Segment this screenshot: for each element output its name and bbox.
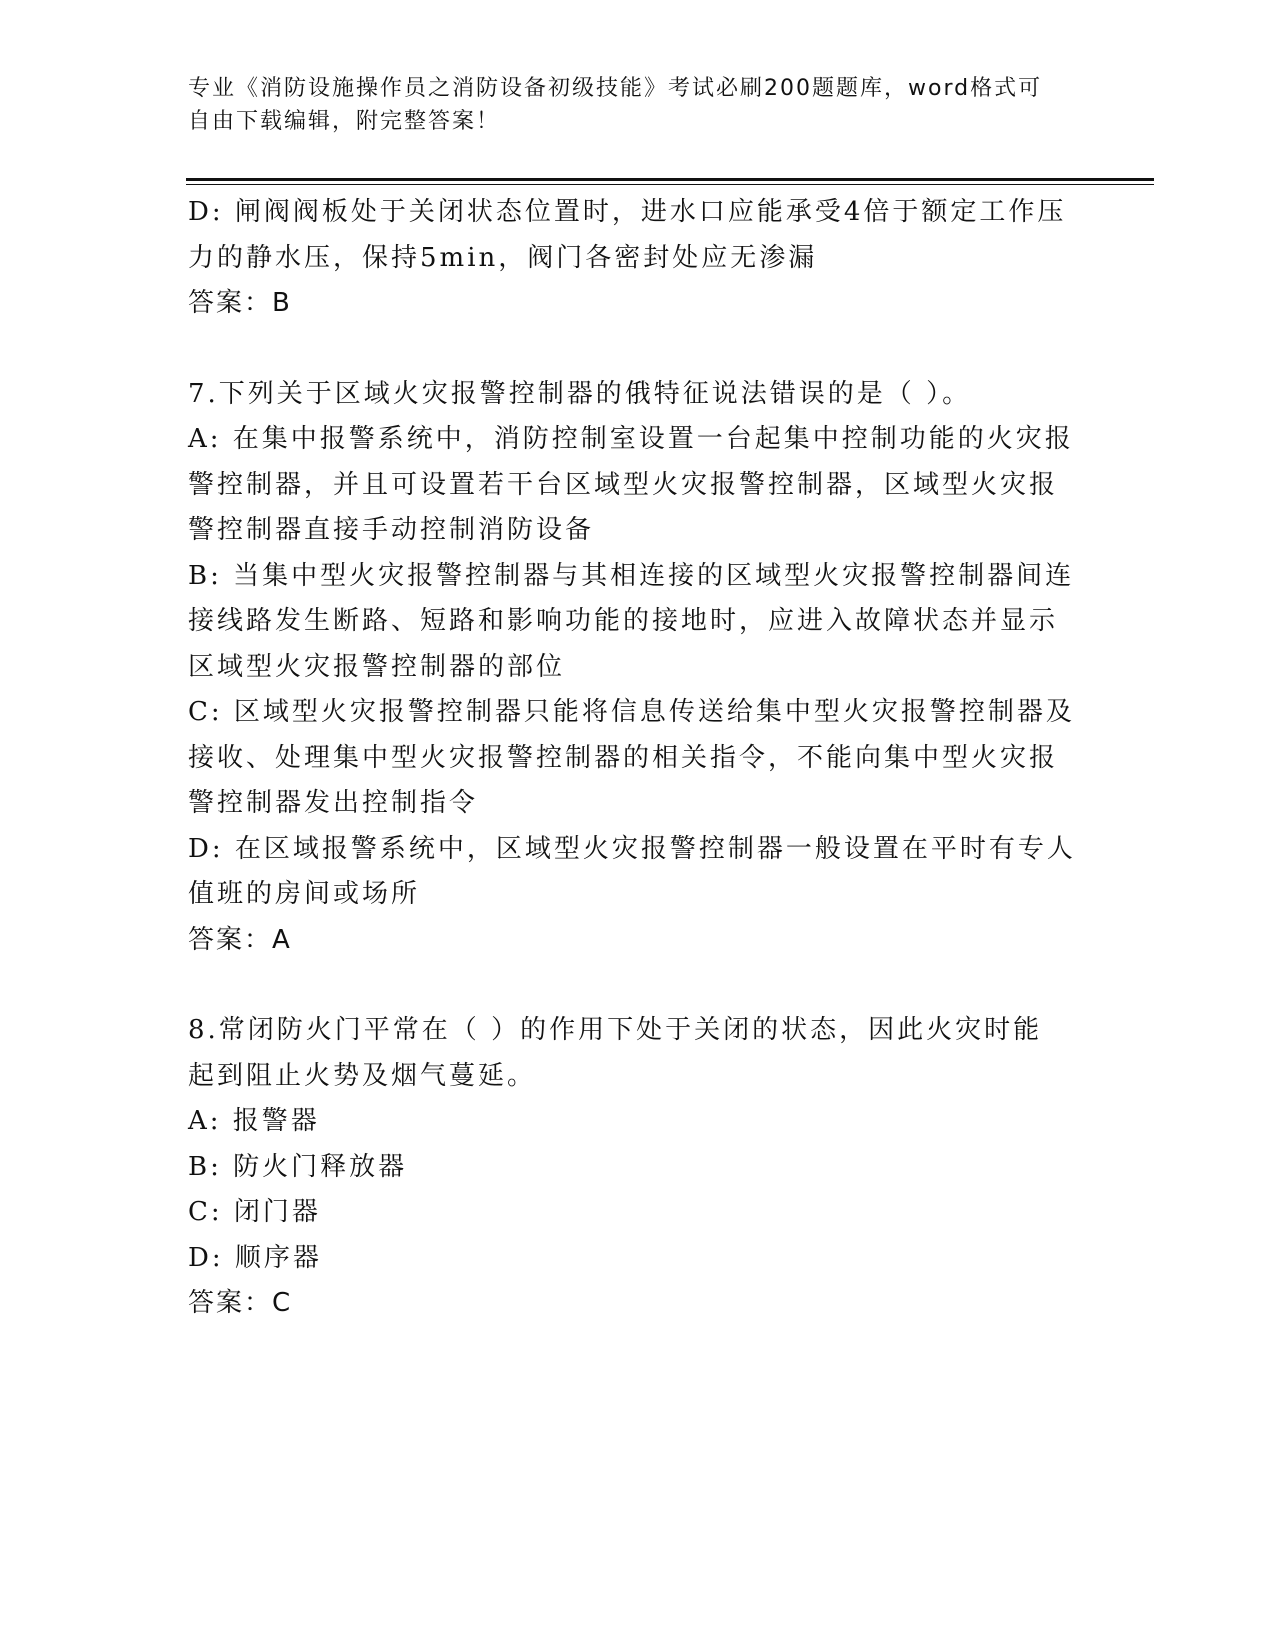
spacer bbox=[188, 327, 1088, 372]
spacer bbox=[188, 963, 1088, 1008]
header-divider-thin bbox=[186, 184, 1154, 185]
document-body bbox=[188, 190, 1088, 1327]
q7-option-b-line-1: B: 当集中型火灾报警控制器与其相连接的区域型火灾报警控制器间连 bbox=[188, 560, 1075, 591]
q7-option-a-line-3: 警控制器直接手动控制消防设备 bbox=[188, 515, 595, 545]
q7-option-c-line-1: C: 区域型火灾报警控制器只能将信息传送给集中型火灾报警控制器及 bbox=[188, 697, 1075, 727]
page-header bbox=[188, 72, 1068, 138]
q6-option-d-line-1: D: 闸阀阀板处于关闭状态位置时，进水口应能承受4倍于额定工作压 bbox=[188, 197, 1067, 227]
q7-option-a-line-1: A: 在集中报警系统中，消防控制室设置一台起集中控制功能的火灾报 bbox=[188, 424, 1074, 454]
q7-option-b-line-3: 区域型火灾报警控制器的部位 bbox=[188, 651, 566, 682]
q7-option-c-line-2: 接收、处理集中型火灾报警控制器的相关指令，不能向集中型火灾报 bbox=[188, 742, 1059, 773]
q8-answer: 答案：C bbox=[188, 1288, 293, 1318]
header-title-line-2: 自由下载编辑，附完整答案！ bbox=[188, 109, 501, 134]
q7-option-b-line-2: 接线路发生断路、短路和影响功能的接地时，应进入故障状态并显示 bbox=[188, 606, 1059, 636]
q8-option-b: B: 防火门释放器 bbox=[188, 1151, 408, 1182]
header-title-line-1: 专业《消防设施操作员之消防设备初级技能》考试必刷200题题库，word格式可 bbox=[188, 76, 1043, 101]
q8-option-c: C: 闭门器 bbox=[188, 1197, 321, 1227]
q6-option-d-line-2: 力的静水压，保持5min，阀门各密封处应无渗漏 bbox=[188, 242, 818, 273]
q8-stem-line-2: 起到阻止火势及烟气蔓延。 bbox=[188, 1060, 537, 1091]
q8-option-d: D: 顺序器 bbox=[188, 1242, 322, 1273]
q7-option-d-line-2: 值班的房间或场所 bbox=[188, 879, 421, 909]
q7-stem: 7.下列关于区域火灾报警控制器的俄特征说法错误的是（ ）。 bbox=[188, 378, 972, 409]
q7-option-c-line-3: 警控制器发出控制指令 bbox=[188, 788, 479, 818]
q7-option-a-line-2: 警控制器，并且可设置若干台区域型火灾报警控制器，区域型火灾报 bbox=[188, 469, 1059, 500]
q8-option-a: A: 报警器 bbox=[188, 1106, 320, 1136]
header-divider-thick bbox=[186, 178, 1154, 181]
q7-option-d-line-1: D: 在区域报警系统中，区域型火灾报警控制器一般设置在平时有专人 bbox=[188, 833, 1076, 864]
question-8 bbox=[188, 1008, 1088, 1327]
question-7 bbox=[188, 372, 1088, 964]
q7-answer: 答案：A bbox=[188, 924, 292, 955]
q8-stem-line-1: 8.常闭防火门平常在（ ）的作用下处于关闭的状态，因此火灾时能 bbox=[188, 1015, 1043, 1045]
q6-answer: 答案：B bbox=[188, 288, 292, 318]
question-6-continuation bbox=[188, 190, 1088, 327]
